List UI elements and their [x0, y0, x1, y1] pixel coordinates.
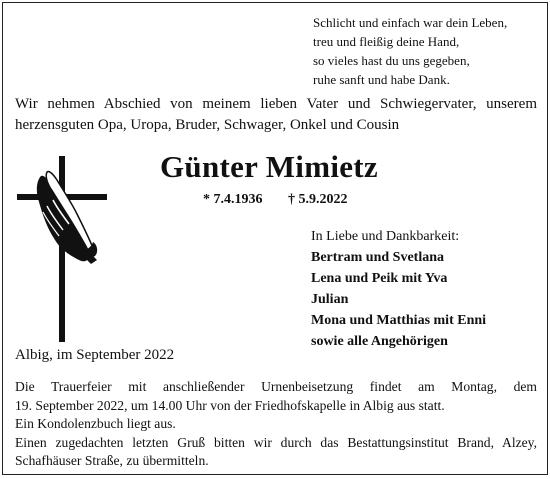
poem-line: Schlicht und einfach war dein Leben,	[313, 15, 508, 30]
birth-date: * 7.4.1936	[203, 192, 263, 207]
mourner-name: Mona und Matthias mit Enni	[311, 313, 487, 328]
mourner-name: Lena und Peik mit Yva	[311, 271, 448, 286]
funeral-line: Die Trauerfeier mit anschließender Urnenbeisetzung findet am Montag, dem	[15, 379, 537, 394]
life-dates	[203, 192, 463, 208]
intro-text: Wir nehmen Abschied von meinem lieben Vater und Schwiegervater, unserem herzensguten Opa, Uropa, Bruder, Schwager, Onkel und Cousin	[15, 96, 537, 133]
mourners-intro: In Liebe und Dankbarkeit:	[311, 229, 460, 244]
mourner-name: sowie alle Angehörigen	[311, 334, 448, 349]
death-date: † 5.9.2022	[288, 192, 348, 207]
poem	[313, 13, 543, 89]
obituary-notice	[2, 2, 548, 475]
cross-with-praying-hands-icon	[17, 156, 107, 342]
deceased-name: Günter Mimietz	[160, 149, 378, 184]
funeral-line: 19. September 2022, um 14.00 Uhr von der Friedhofskapelle in Albig aus statt.	[15, 397, 445, 413]
mourners-list	[311, 247, 541, 352]
poem-line: so vieles hast du uns gegeben,	[313, 53, 470, 68]
mourner-name: Bertram und Svetlana	[311, 250, 444, 265]
greeting-line: Einen zugedachten letzten Gruß bitten wir durch das Bestattungsinstitut Brand, Alzey,	[15, 434, 537, 450]
funeral-info	[15, 378, 537, 471]
place-date: Albig, im September 2022	[15, 347, 175, 363]
condolence-line: Ein Kondolenzbuch liegt aus.	[15, 416, 176, 431]
mourners-block	[311, 226, 541, 352]
poem-line: treu und fleißig deine Hand,	[313, 34, 460, 49]
mourner-name: Julian	[311, 292, 349, 307]
greeting-line: Schafhäuser Straße, zu übermitteln.	[15, 453, 209, 468]
poem-line: ruhe sanft und habe Dank.	[313, 72, 450, 87]
